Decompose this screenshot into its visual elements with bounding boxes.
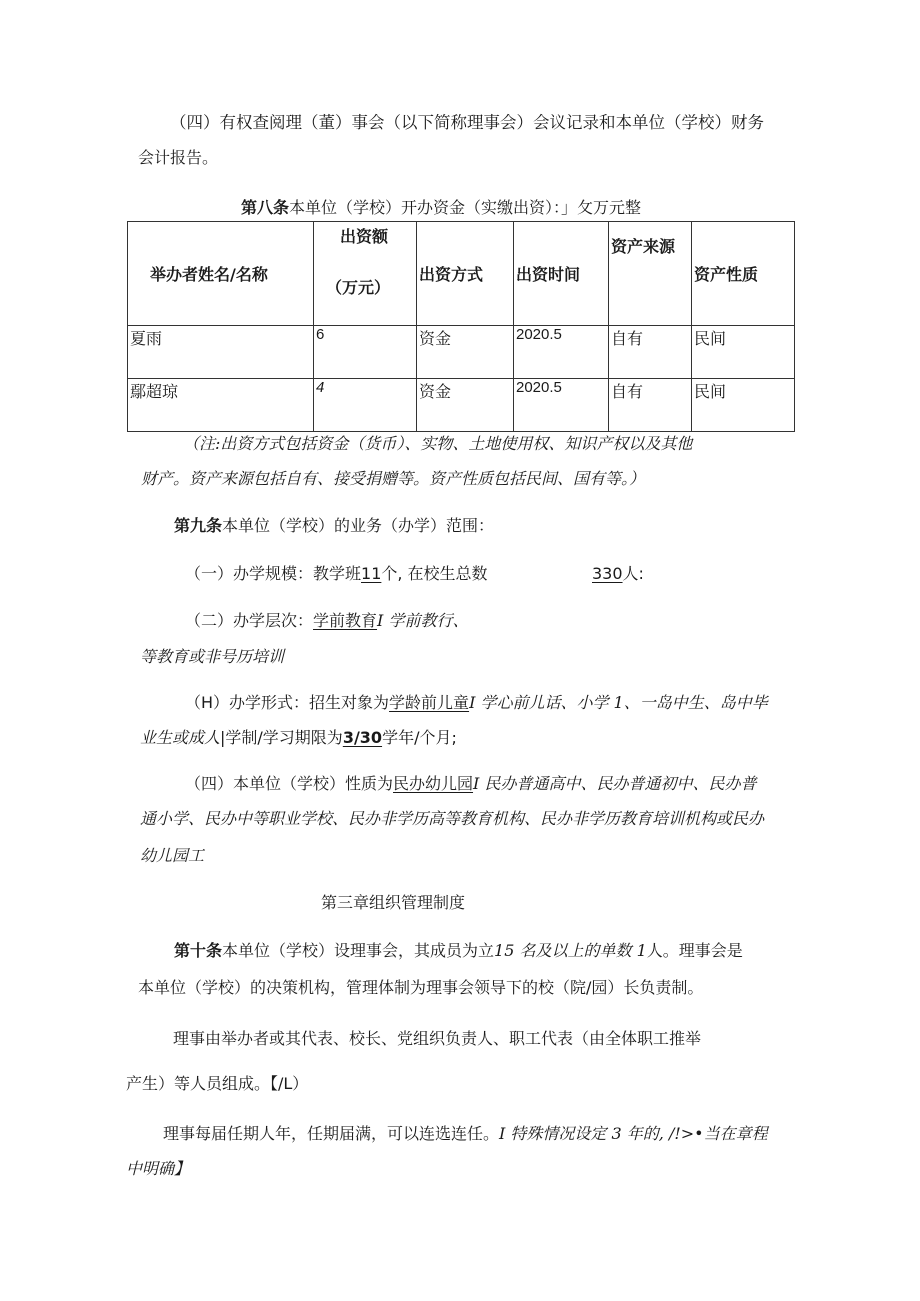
article10-line1: 第十条本单位（学校）设理事会，其成员为立15 名及以上的单数 1人。理事会是: [174, 941, 743, 960]
level-value: 学前教育: [313, 611, 378, 630]
article10-p3-line1: 理事每届任期人年，任期届满，可以连选连任。I 特殊情况设定 3 年的, /!>•当在章程: [163, 1124, 768, 1143]
cell-time: 2020.5: [514, 379, 609, 432]
para4-line2: 会计报告。: [138, 148, 219, 167]
cell-source: 自有: [609, 379, 692, 432]
header-time: 出资时间: [514, 222, 609, 326]
cell-amount: 6: [314, 326, 417, 379]
header-founder: 举办者姓名/名称: [128, 222, 314, 326]
note-line1: （注:出资方式包括资金（货币）、实物、土地使用权、知识产权以及其他: [183, 434, 693, 453]
cell-name: 鄢超琼: [128, 379, 314, 432]
article9-form-line2: 业生或成人|学制/学习期限为3/30学年/个月;: [140, 728, 457, 747]
cell-method: 资金: [417, 326, 514, 379]
article8-heading: [241, 197, 641, 219]
student-count: 330: [592, 564, 623, 583]
para4-line1: （四）有权查阅理（董）事会（以下简称理事会）会议记录和本单位（学校）财务: [170, 113, 764, 132]
article9-nature-line2: 通小学、民办中等职业学校、民办非学历高等教育机构、民办非学历教育培训机构或民办: [140, 809, 765, 828]
fund-table-header: [128, 222, 795, 326]
header-method: 出资方式: [417, 222, 514, 326]
cell-source: 自有: [609, 326, 692, 379]
article10-line2: 本单位（学校）的决策机构，管理体制为理事会领导下的校（院/园）长负责制。: [138, 978, 704, 997]
table-row: [128, 379, 795, 432]
cell-method: 资金: [417, 379, 514, 432]
article9-nature-line3: 幼儿园工: [140, 846, 205, 865]
form-value: 学龄前儿童: [389, 693, 470, 712]
cell-amount: 4: [314, 379, 417, 432]
study-duration: 3/30: [342, 728, 383, 747]
article9-level: （二）办学层次：学前教育I 学前教行、: [185, 611, 469, 630]
article9-nature: （四）本单位（学校）性质为民办幼儿园I 民办普通高中、民办普通初中、民办普: [185, 774, 757, 793]
article9-scale: （一）办学规模：教学班11个, 在校生总数: [185, 564, 488, 583]
article8-label: 第八条: [241, 198, 290, 217]
cell-nature: 民间: [692, 326, 795, 379]
article8-text: 本单位（学校）开办资金（实缴出资）：」攵万元整: [289, 198, 642, 217]
fund-table: [127, 221, 795, 432]
header-amount: 出资额 （万元）: [314, 222, 417, 326]
class-count: 11: [361, 564, 382, 583]
header-nature: 资产性质: [692, 222, 795, 326]
article9-form: （H）办学形式：招生对象为学龄前儿童I 学心前儿话、小学 1、一岛中生、岛中毕: [185, 693, 768, 712]
article9-label: 第九条: [174, 516, 223, 535]
header-source: 资产来源: [609, 222, 692, 326]
article10-label: 第十条: [174, 941, 223, 960]
cell-time: 2020.5: [514, 326, 609, 379]
article9-text: 本单位（学校）的业务（办学）范围：: [222, 516, 495, 535]
cell-nature: 民间: [692, 379, 795, 432]
article9-heading: [174, 515, 494, 537]
article10-p3-line2: 中明确】: [126, 1159, 191, 1178]
article10-p2-line2: 产生）等人员组成。【/L）: [126, 1074, 309, 1093]
article10-p2-line1: 理事由举办者或其代表、校长、党组织负责人、职工代表（由全体职工推举: [173, 1029, 702, 1048]
note-line2: 财产。资产来源包括自有、接受捐赠等。资产性质包括民间、国有等。）: [141, 469, 646, 488]
article9-level-line2: 等教育或非号历培训: [140, 647, 285, 666]
nature-value: 民办幼儿园: [393, 774, 474, 793]
cell-name: 夏雨: [128, 326, 314, 379]
article9-scale-students: 330人:: [592, 564, 644, 583]
chapter3-title: 第三章组织管理制度: [321, 893, 466, 912]
table-row: [128, 326, 795, 379]
